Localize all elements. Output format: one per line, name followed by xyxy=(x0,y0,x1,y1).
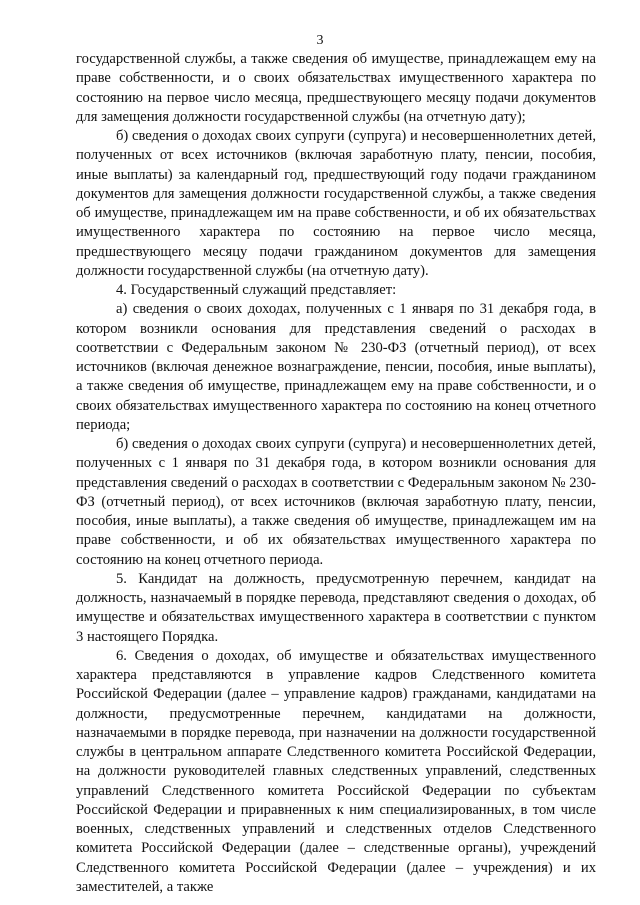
paragraph-4-heading: 4. Государственный служащий представляет: xyxy=(116,282,397,298)
paragraph-continuation: государственной службы, а также сведения об имуществе, принадлежащем ему на праве собственности, и о своих обязательствах имущественного характера по состоянию на первое число месяца, предшествующего месяцу подачи документов для замещения должности государственной службы (на отчетную дату); xyxy=(76,51,596,125)
paragraph-3b: б) сведения о доходах своих супруги (супруга) и несовершеннолетних детей, полученных от всех источников (включая заработную плату, пенсии, пособия, иные выплаты) за календарный год, предшествующий году подачи гражданином документов для замещения должности государственной службы, а также сведения об имуществе, принадлежащем им на праве собственности, и об их обязательствах имущественного характера по состоянию на первое число месяца, предшествующего месяцу подачи гражданином документов для замещения должности государственной службы (на отчетную дату). xyxy=(76,128,596,279)
paragraph-4a: а) сведения о своих доходах, полученных с 1 января по 31 декабря года, в котором возникли основания для представления сведений о расходах в соответствии с Федеральным законом № 230-ФЗ (отчетный период), от всех источников (включая денежное вознаграждение, пенсии, пособия, иные выплаты), а также сведения об имуществе, принадлежащем ему на праве собственности, и о своих обязательствах имущественного характера по состоянию на конец отчетного периода; xyxy=(76,301,596,433)
paragraph-4b: б) сведения о доходах своих супруги (супруга) и несовершеннолетних детей, полученных с 1 января по 31 декабря года, в котором возникли основания для представления сведений о расходах в соответствии с Федеральным законом № 230-ФЗ (отчетный период), от всех источников (включая заработную плату, пенсии, пособия, иные выплаты), а также сведения об имуществе, принадлежащем им на праве собственности, и об их обязательствах имущественного характера по состоянию на конец отчетного периода. xyxy=(76,436,596,568)
paragraph-6: 6. Сведения о доходах, об имуществе и обязательствах имущественного характера представляются в управление кадров Следственного комитета Российской Федерации (далее – управление кадров) гражданами, кандидатами на должности, предусмотренные перечнем, кандидатами на должности, назначаемыми в порядке перевода, при назначении на должности государственной службы в центральном аппарате Следственного комитета Российской Федерации, на должности руководителей главных следственных управлений, следственных управлений Следственного комитета Российской Федерации по субъектам Российской Федерации и приравненных к ним специализированных, в том числе военных, следственных управлений и следственных отделов Следственного комитета Российской Федерации (далее – следственные органы), учреждений Следственного комитета Российской Федерации (далее – учреждения) и их заместителей, а также xyxy=(76,647,596,895)
document-body xyxy=(76,50,596,897)
paragraph-5: 5. Кандидат на должность, предусмотренную перечнем, кандидат на должность, назначаемый в порядке перевода, представляют сведения о доходах, об имуществе и обязательствах имущественного характера в соответствии с пунктом 3 настоящего Порядка. xyxy=(76,570,596,645)
page-number: 3 xyxy=(316,33,324,48)
